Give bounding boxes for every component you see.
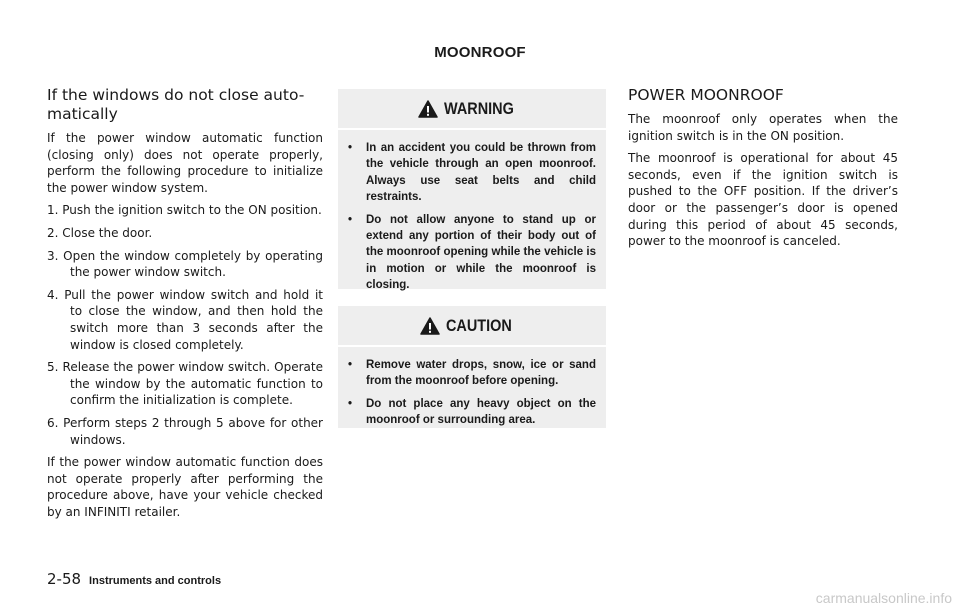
step-item: 1. Push the ignition switch to the ON position. xyxy=(47,203,322,218)
column-power-moonroof xyxy=(628,86,898,256)
warning-body xyxy=(338,130,606,306)
bullet-dot: • xyxy=(348,213,353,226)
caution-item xyxy=(348,357,596,390)
page-header-title: MOONROOF xyxy=(434,44,526,61)
procedure-steps xyxy=(47,202,323,448)
warning-item xyxy=(348,212,596,294)
intro-paragraph: If the power window automatic function (closing only) does not operate properly, perform the following procedure to initialize the power window system. xyxy=(47,131,323,195)
caution-title: CAUTION xyxy=(446,315,513,335)
warning-header xyxy=(338,89,606,130)
step-item: 3. Open the window completely by operating the power window switch. xyxy=(47,248,323,280)
column-window-init xyxy=(47,86,323,526)
step-item: 5. Release the power window switch. Operate the window by the automatic function to confirm the initialization is complete. xyxy=(47,360,323,408)
warning-triangle-icon xyxy=(418,100,438,118)
step-item: 2. Close the door. xyxy=(47,225,153,240)
caution-triangle-icon xyxy=(420,317,440,335)
warning-box xyxy=(338,89,606,292)
moonroof-paragraph: The moonroof is operational for about 45 seconds, even if the ignition switch is pushed to the OFF position. If the driver’s door or the passenger’s door is opened during this period of about 45 seconds, power to the moonroof is canceled. xyxy=(628,151,898,249)
step-item: 6. Perform steps 2 through 5 above for other windows. xyxy=(47,415,323,447)
moonroof-paragraph: The moonroof only operates when the ignition switch is in the ON position. xyxy=(628,112,898,143)
warning-title: WARNING xyxy=(443,98,514,118)
page-footer xyxy=(47,570,221,588)
bullet-dot: • xyxy=(348,397,353,410)
bullet-dot: • xyxy=(348,359,353,371)
caution-box xyxy=(338,306,606,428)
section-heading-power-moonroof: POWER MOONROOF xyxy=(628,86,784,104)
watermark-text: carmanualsonline.info xyxy=(815,590,952,606)
caution-item-text: Do not place any heavy object on the moonroof or surrounding area. xyxy=(366,397,596,427)
step-item: 4. Pull the power window switch and hold it to close the window, and then hold the switch more than 3 seconds after the window is closed completely. xyxy=(47,287,323,352)
section-heading-window-init: If the windows do not close auto- matically xyxy=(47,86,305,123)
warning-item-text: In an accident you could be thrown from the vehicle through an open moonroof. Always use seat belts and child restraints. xyxy=(366,142,596,204)
caution-item-text: Remove water drops, snow, ice or sand from the moonroof before opening. xyxy=(366,359,596,388)
bullet-dot: • xyxy=(348,142,353,154)
page-number: 2-58 xyxy=(47,570,82,588)
footer-section-name: Instruments and controls xyxy=(89,575,222,587)
caution-item xyxy=(348,396,596,429)
outro-paragraph: If the power window automatic function does not operate properly after performing the procedure above, have your vehicle checked by an INFINITI retailer. xyxy=(47,455,323,519)
warning-item-text: Do not allow anyone to stand up or extend any portion of their body out of the moonroof opening while the vehicle is in motion or while the moonroof is closing. xyxy=(366,213,596,292)
caution-body xyxy=(338,347,606,441)
caution-header xyxy=(338,306,606,347)
warning-item xyxy=(348,140,596,206)
